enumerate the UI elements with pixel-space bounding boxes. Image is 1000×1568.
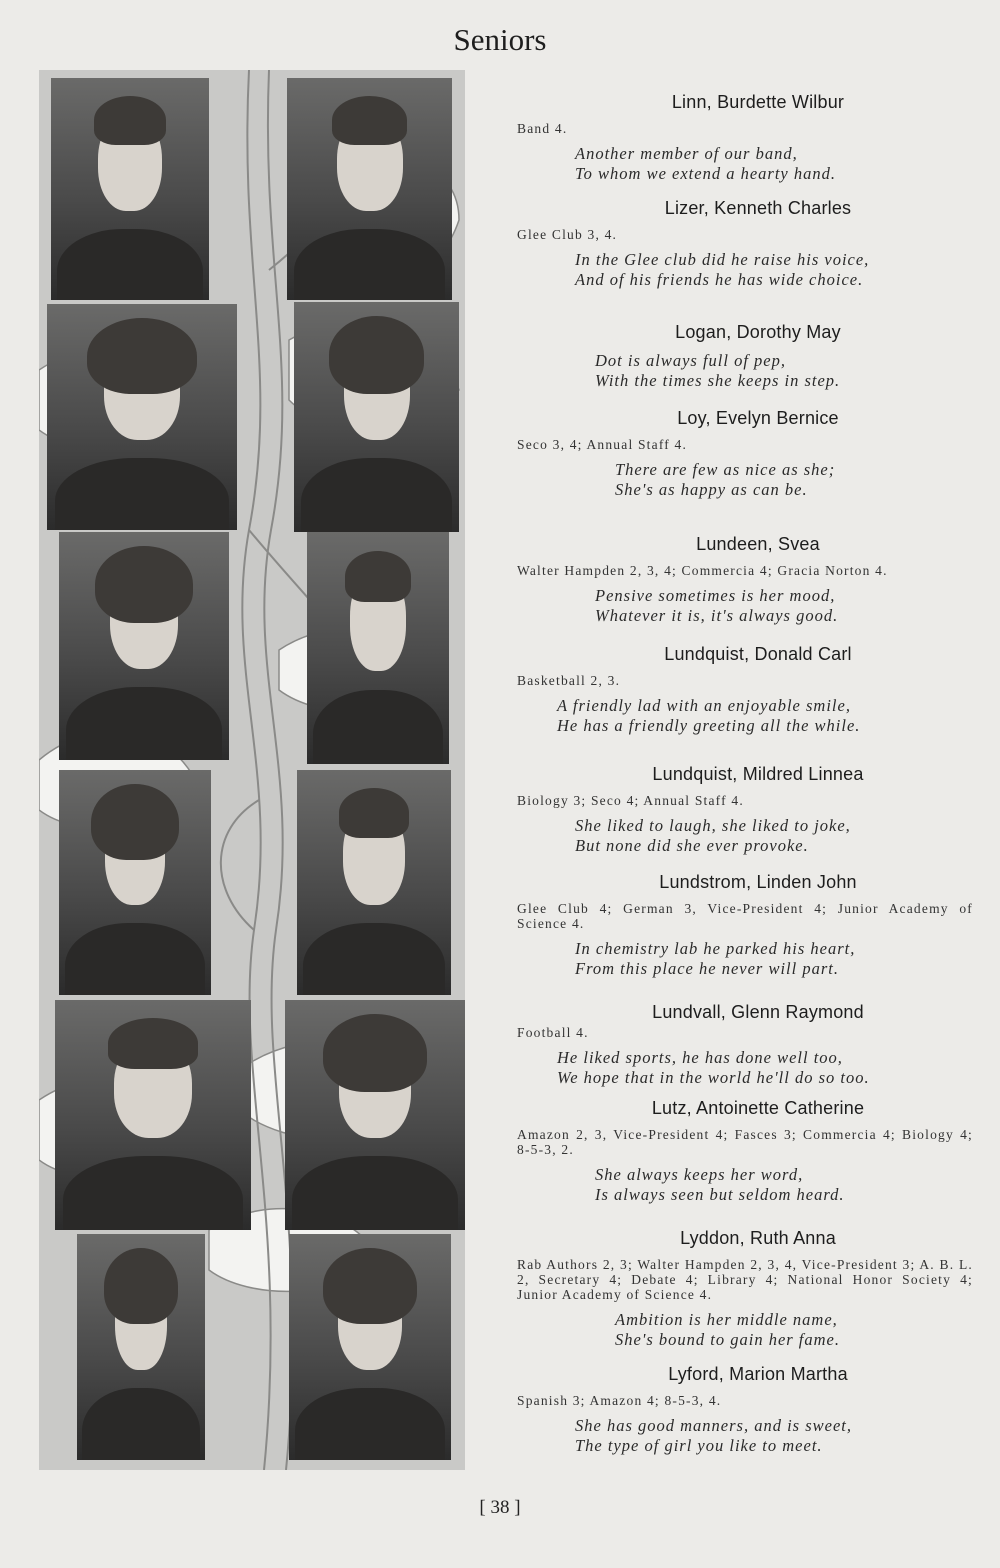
senior-name: Lundvall, Glenn Raymond bbox=[652, 1002, 864, 1022]
senior-name: Linn, Burdette Wilbur bbox=[671, 92, 845, 112]
verse-line: She always keeps her word, bbox=[595, 1165, 804, 1184]
senior-name: Lyford, Marion Martha bbox=[668, 1364, 848, 1384]
portrait-lizer bbox=[287, 78, 452, 300]
senior-verse bbox=[517, 696, 973, 736]
verse-line: He liked sports, he has done well too, bbox=[557, 1048, 843, 1067]
senior-activities: Seco 3, 4; Annual Staff 4. bbox=[517, 437, 688, 452]
senior-entry bbox=[517, 1228, 973, 1350]
page-number: [ 38 ] bbox=[479, 1497, 521, 1518]
senior-entry bbox=[517, 408, 973, 500]
portrait-lundquist-mildred bbox=[59, 770, 211, 995]
senior-activities: Football 4. bbox=[517, 1025, 589, 1040]
senior-verse bbox=[517, 351, 973, 391]
senior-entry bbox=[517, 644, 973, 736]
verse-line: To whom we extend a hearty hand. bbox=[575, 164, 836, 183]
portrait-lyford bbox=[289, 1234, 451, 1460]
senior-entry bbox=[517, 1098, 973, 1205]
verse-line: From this place he never will part. bbox=[575, 959, 839, 978]
verse-line: The type of girl you like to meet. bbox=[575, 1436, 823, 1455]
senior-name: Lundquist, Mildred Linnea bbox=[652, 764, 864, 784]
senior-activities: Basketball 2, 3. bbox=[517, 673, 621, 688]
verse-line: Dot is always full of pep, bbox=[595, 351, 786, 370]
verse-line: But none did she ever provoke. bbox=[575, 836, 809, 855]
verse-line: Whatever it is, it's always good. bbox=[595, 606, 839, 625]
senior-activities: Band 4. bbox=[517, 121, 568, 136]
verse-line: She's as happy as can be. bbox=[615, 480, 808, 499]
portrait-lundquist-donald bbox=[307, 532, 449, 764]
senior-activities: Biology 3; Seco 4; Annual Staff 4. bbox=[517, 793, 744, 808]
senior-entry bbox=[517, 1364, 973, 1456]
senior-entry bbox=[517, 872, 973, 979]
verse-line: Another member of our band, bbox=[575, 144, 798, 163]
verse-line: Is always seen but seldom heard. bbox=[595, 1185, 845, 1204]
senior-entry bbox=[517, 764, 973, 856]
senior-name: Lizer, Kenneth Charles bbox=[664, 198, 852, 218]
senior-name: Lundstrom, Linden John bbox=[659, 872, 857, 892]
verse-line: We hope that in the world he'll do so too. bbox=[557, 1068, 870, 1087]
senior-name: Loy, Evelyn Bernice bbox=[677, 408, 839, 428]
senior-name: Lutz, Antoinette Catherine bbox=[651, 1098, 865, 1118]
senior-entry bbox=[517, 198, 973, 290]
senior-name: Lundquist, Donald Carl bbox=[664, 644, 852, 664]
verse-line: She's bound to gain her fame. bbox=[615, 1330, 841, 1349]
senior-verse bbox=[517, 1048, 973, 1088]
portrait-lundeen bbox=[59, 532, 229, 760]
senior-entry bbox=[517, 322, 973, 391]
senior-name: Lyddon, Ruth Anna bbox=[680, 1228, 836, 1248]
page-title: Seniors bbox=[453, 22, 547, 57]
senior-name: Lundeen, Svea bbox=[696, 534, 820, 554]
verse-line: He has a friendly greeting all the while. bbox=[557, 716, 861, 735]
senior-activities: Glee Club 3, 4. bbox=[517, 227, 618, 242]
senior-verse bbox=[517, 460, 973, 500]
senior-activities: Walter Hampden 2, 3, 4; Commercia 4; Gracia Norton 4. bbox=[517, 563, 888, 578]
senior-entry bbox=[517, 1002, 973, 1088]
portrait-linn bbox=[51, 78, 209, 300]
senior-entry bbox=[517, 534, 973, 626]
senior-name: Logan, Dorothy May bbox=[675, 322, 841, 342]
senior-activities: Rab Authors 2, 3; Walter Hampden 2, 3, 4, Vice-President 3; A. B. L. 2, Secretary 4; Debate 4; Library 4; National Honor Society 4; Junior Academy of Science 4. bbox=[517, 1257, 973, 1302]
verse-line: And of his friends he has wide choice. bbox=[575, 270, 864, 289]
verse-line: With the times she keeps in step. bbox=[595, 371, 841, 390]
verse-line: Pensive sometimes is her mood, bbox=[595, 586, 836, 605]
senior-activities: Glee Club 4; German 3, Vice-President 4; Junior Academy of Science 4. bbox=[517, 901, 973, 931]
senior-verse bbox=[517, 816, 973, 856]
portrait-lutz bbox=[285, 1000, 465, 1230]
verse-line: There are few as nice as she; bbox=[615, 460, 836, 479]
senior-entry bbox=[517, 92, 973, 184]
verse-line: A friendly lad with an enjoyable smile, bbox=[557, 696, 851, 715]
senior-verse bbox=[517, 586, 973, 626]
portrait-lundstrom bbox=[297, 770, 451, 995]
senior-verse bbox=[517, 1416, 973, 1456]
verse-line: In the Glee club did he raise his voice, bbox=[575, 250, 870, 269]
senior-verse bbox=[517, 1310, 973, 1350]
portrait-lundvall bbox=[55, 1000, 251, 1230]
verse-line: Ambition is her middle name, bbox=[615, 1310, 838, 1329]
senior-verse bbox=[517, 144, 973, 184]
senior-activities: Amazon 2, 3, Vice-President 4; Fasces 3; Commercia 4; Biology 4; 8-5-3, 2. bbox=[517, 1127, 973, 1157]
verse-line: She has good manners, and is sweet, bbox=[575, 1416, 852, 1435]
portrait-panel bbox=[39, 70, 465, 1470]
senior-verse bbox=[517, 939, 973, 979]
portrait-logan bbox=[47, 304, 237, 530]
senior-activities: Spanish 3; Amazon 4; 8-5-3, 4. bbox=[517, 1393, 722, 1408]
portrait-loy bbox=[294, 302, 459, 532]
senior-verse bbox=[517, 250, 973, 290]
verse-line: In chemistry lab he parked his heart, bbox=[575, 939, 856, 958]
portrait-lyddon bbox=[77, 1234, 205, 1460]
senior-verse bbox=[517, 1165, 973, 1205]
verse-line: She liked to laugh, she liked to joke, bbox=[575, 816, 851, 835]
